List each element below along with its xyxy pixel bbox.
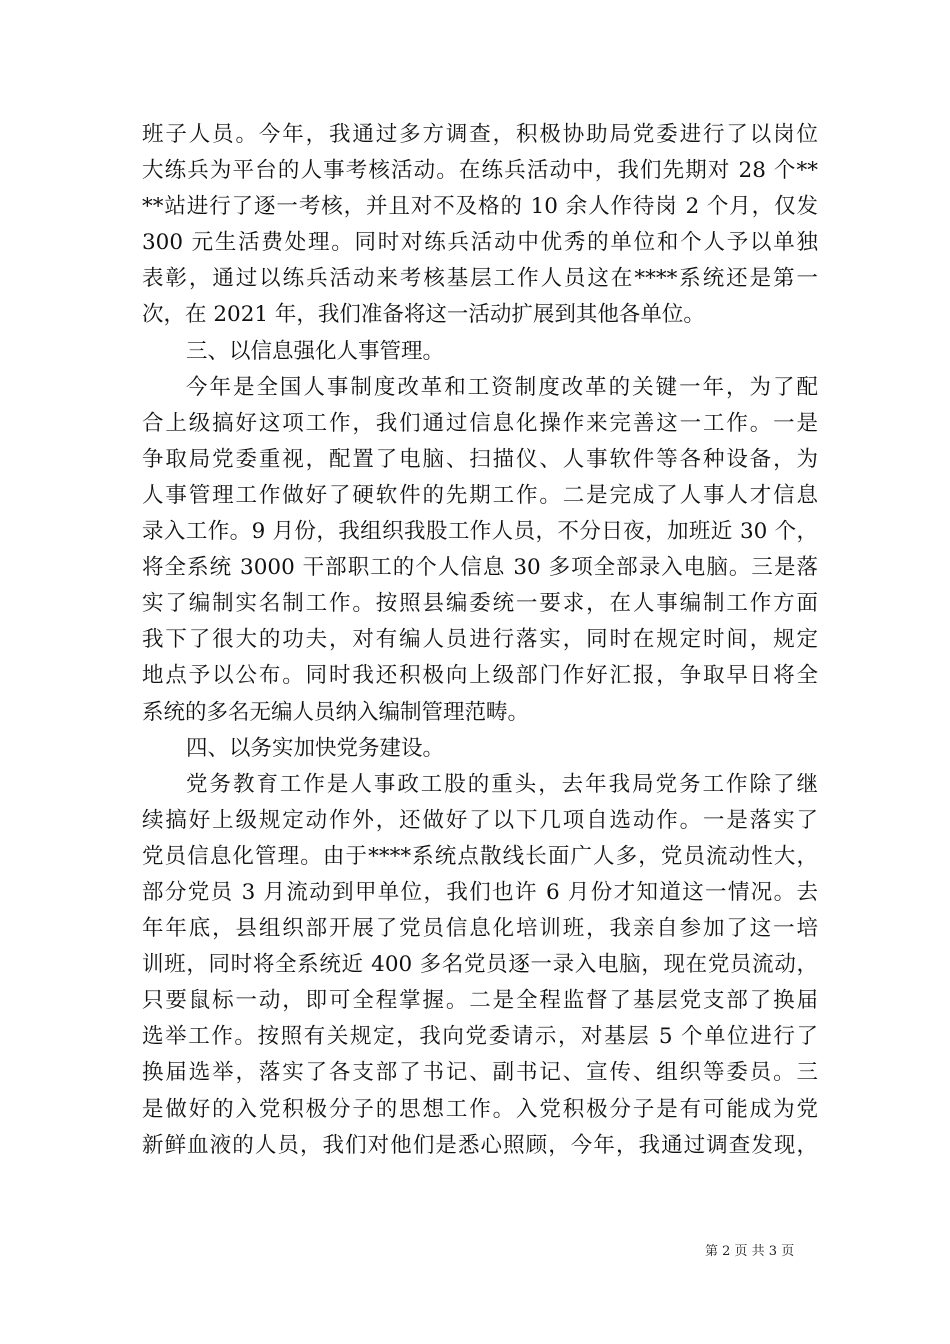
text-line: 今年是全国人事制度改革和工资制度改革的关键一年，为了配 [186, 374, 818, 400]
text-line: 只要鼠标一动，即可全程掌握。二是全程监督了基层党支部了换届 [142, 988, 818, 1014]
text-line: 地点予以公布。同时我还积极向上级部门作好汇报，争取早日将全 [142, 663, 818, 689]
text-line: 是做好的入党积极分子的思想工作。入党积极分子是有可能成为党 [142, 1096, 818, 1122]
text-line: 系统的多名无编人员纳入编制管理范畴。 [142, 699, 530, 725]
text-line: 300 元生活费处理。同时对练兵活动中优秀的单位和个人予以单独 [142, 230, 818, 256]
text-line: 新鲜血液的人员，我们对他们是悉心照顾，今年，我通过调查发现， [142, 1132, 818, 1158]
text-line: 将全系统 3000 干部职工的个人信息 30 多项全部录入电脑。三是落 [142, 555, 818, 581]
text-line: 训班，同时将全系统近 400 多名党员逐一录入电脑，现在党员流动， [142, 952, 818, 978]
page-number: 第 2 页 共 3 页 [705, 1244, 795, 1259]
text-line: 换届选举，落实了各支部了书记、副书记、宣传、组织等委员。三 [142, 1060, 818, 1086]
text-line: 年年底，县组织部开展了党员信息化培训班，我亲自参加了这一培 [142, 916, 818, 942]
text-line: 人事管理工作做好了硬软件的先期工作。二是完成了人事人才信息 [142, 482, 818, 508]
text-line: 争取局党委重视，配置了电脑、扫描仪、人事软件等各种设备，为 [142, 446, 818, 472]
text-line: 合上级搞好这项工作，我们通过信息化操作来完善这一工作。一是 [142, 410, 818, 436]
text-line: 续搞好上级规定动作外，还做好了以下几项自选动作。一是落实了 [142, 807, 818, 833]
text-line: 次，在 2021 年，我们准备将这一活动扩展到其他各单位。 [142, 302, 705, 328]
text-line: **站进行了逐一考核，并且对不及格的 10 余人作待岗 2 个月，仅发 [142, 194, 818, 220]
document-body [142, 117, 818, 1164]
text-line: 实了编制实名制工作。按照县编委统一要求，在人事编制工作方面 [142, 591, 818, 617]
text-line: 录入工作。9 月份，我组织我股工作人员，不分日夜，加班近 30 个， [142, 519, 818, 545]
section-heading: 三、以信息强化人事管理。 [186, 338, 445, 364]
text-line: 部分党员 3 月流动到甲单位，我们也许 6 月份才知道这一情况。去 [142, 879, 818, 905]
section-heading: 四、以务实加快党务建设。 [186, 735, 445, 761]
text-line: 我下了很大的功夫，对有编人员进行落实，同时在规定时间，规定 [142, 627, 818, 653]
text-line: 大练兵为平台的人事考核活动。在练兵活动中，我们先期对 28 个** [142, 158, 818, 184]
text-line: 班子人员。今年，我通过多方调查，积极协助局党委进行了以岗位 [142, 122, 818, 147]
text-line: 党务教育工作是人事政工股的重头，去年我局党务工作除了继 [186, 771, 818, 797]
text-line: 党员信息化管理。由于****系统点散线长面广人多，党员流动性大， [142, 843, 818, 869]
text-line: 表彰，通过以练兵活动来考核基层工作人员这在****系统还是第一 [142, 266, 818, 292]
text-line: 选举工作。按照有关规定，我向党委请示，对基层 5 个单位进行了 [142, 1024, 818, 1050]
